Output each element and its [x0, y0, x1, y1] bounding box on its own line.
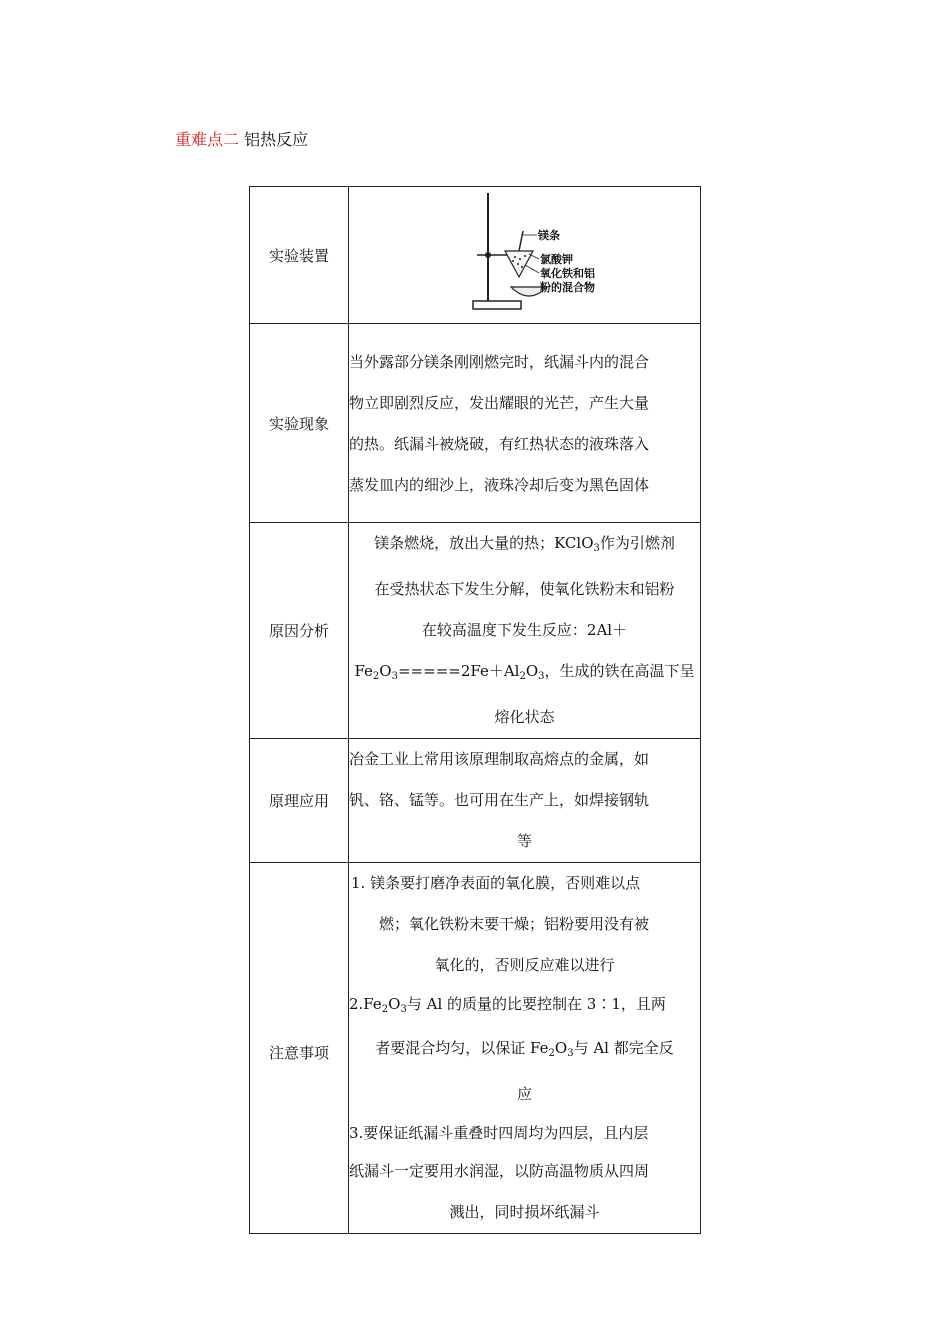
analysis-text	[349, 523, 701, 739]
label-phenomenon: 实验现象	[250, 324, 349, 523]
section-heading-title: 铝热反应	[244, 130, 309, 149]
section-heading	[175, 127, 308, 150]
analysis-line: 熔化状态	[494, 708, 555, 726]
note-3-line: 纸漏斗一定要用水润湿，以防高温物质从四周	[349, 1162, 650, 1180]
analysis-line: 在受热状态下发生分解，使氧化铁粉末和铝粉	[374, 580, 675, 598]
note-1-line: 氧化的，否则反应难以进行	[434, 956, 615, 974]
label-mixture-2: 粉的混合物	[539, 281, 595, 294]
row-notes	[250, 863, 701, 1234]
note-1-line: 1. 镁条要打磨净表面的氧化膜，否则难以点	[351, 874, 641, 892]
note-2-line: $2.Fe_2O_3$与 Al 的质量的比要控制在 3∶1，且两	[349, 995, 666, 1015]
label-kclo3: 氯酸钾	[539, 253, 573, 266]
label-mixture-1: 氧化铁和铝	[539, 267, 595, 280]
phenomenon-text	[349, 324, 701, 523]
section-heading-tag: 重难点二	[175, 130, 240, 149]
row-analysis	[250, 523, 701, 739]
phenomenon-line: 蒸发皿内的细沙上，液珠冷却后变为黑色固体	[349, 475, 650, 494]
note-1-line: 燃；氧化铁粉末要干燥；铝粉要用没有被	[379, 915, 650, 933]
note-2-line: 者要混合均匀，以保证 $Fe_2O_3$与 Al 都完全反	[375, 1039, 674, 1059]
label-notes: 注意事项	[250, 863, 349, 1234]
note-2-line: 应	[516, 1085, 532, 1103]
application-line: 钒、铬、锰等。也可用在生产上，如焊接钢轨	[349, 791, 650, 809]
notes-text	[349, 863, 701, 1234]
phenomenon-line: 当外露部分镁条刚刚燃完时，纸漏斗内的混合	[349, 352, 650, 371]
label-application: 原理应用	[250, 739, 349, 863]
label-apparatus: 实验装置	[250, 187, 349, 324]
phenomenon-line: 物立即剧烈反应，发出耀眼的光芒，产生大量	[349, 393, 650, 412]
magnesium-strip	[519, 231, 523, 251]
phenomenon-line: 的热。纸漏斗被烧破，有红热状态的液珠落入	[349, 434, 650, 453]
note-3-line: 溅出，同时损坏纸漏斗	[449, 1203, 600, 1221]
clamp-knob	[485, 252, 491, 258]
label-analysis: 原因分析	[250, 523, 349, 739]
application-line: 等	[516, 832, 532, 850]
note-3-line: 3.要保证纸漏斗重叠时四周均为四层，且内层	[349, 1124, 649, 1142]
label-magnesium: 镁条	[537, 229, 560, 242]
stand-base	[473, 301, 521, 309]
apparatus-figure-cell	[349, 187, 701, 324]
application-line: 冶金工业上常用该原理制取高熔点的金属，如	[349, 750, 650, 768]
row-application	[250, 739, 701, 863]
thermite-table	[249, 186, 701, 1234]
application-text	[349, 739, 701, 863]
analysis-line: 在较高温度下发生反应：2Al＋	[421, 621, 628, 639]
apparatus-diagram	[425, 191, 625, 319]
row-phenomenon	[250, 324, 701, 523]
row-apparatus	[250, 187, 701, 324]
reaction-equation: $Fe_2O_3=====2Fe+Al_2O_3$，生成的铁在高温下呈	[354, 662, 695, 682]
analysis-line: 镁条燃烧，放出大量的热；KClO$_3$作为引燃剂	[374, 534, 675, 554]
